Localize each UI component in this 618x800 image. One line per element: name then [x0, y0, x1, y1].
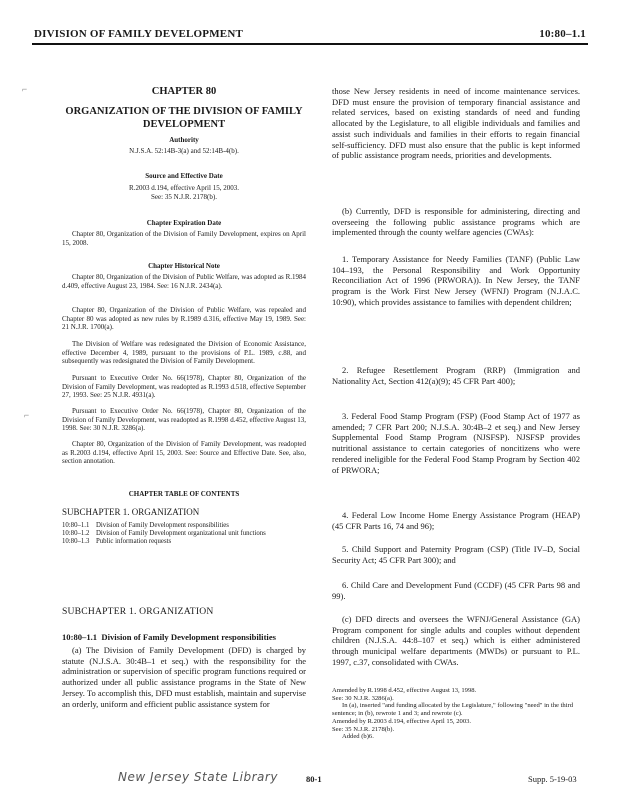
page-number: 80-1	[306, 774, 322, 784]
subchapter-heading: SUBCHAPTER 1. ORGANIZATION	[62, 606, 214, 617]
history-note: Pursuant to Executive Order No. 66(1978), Chapter 80, Organization of the Division of Family Development, was readopted as R.1998 d.452, effective August 13, 1998. See: 30 N.J.R. 3286(a).	[62, 407, 306, 433]
header-section: 10:80–1.1	[539, 28, 586, 40]
toc-list	[62, 522, 306, 547]
paragraph-c: (c) DFD directs and oversees the WFNJ/General Assistance (GA) Program component for single adults and couples without dependent children (N.J.S.A. 44:8–107 et seq.) which is either administered through municipal welfare departments (MWDs) or pursuant to P.L. 1997, c.37, consolidated with CWAs.	[332, 614, 580, 667]
expiration-heading: Chapter Expiration Date	[146, 219, 222, 227]
history-note: Chapter 80, Organization of the Division of Public Welfare, was repealed and Chapter 80 was adopted as new rules by R.1989 d.316, effective May 19, 1989. See: 21 N.J.R. 1700(a).	[62, 306, 306, 332]
header-division: DIVISION OF FAMILY DEVELOPMENT	[34, 28, 244, 40]
program-item: 3. Federal Food Stamp Program (FSP) (Food Stamp Act of 1977 as amended; 7 CFR Part 200; N.J.S.A. 30:4B–2 et seq.) and New Jersey Supplemental Food Stamp Program (NJSFSP). NJSFSP provides nutritional assistance to certain categories of noncitizens who were rendered ineligible for the Federal Food Stamp Program by Section 402 of PRWORA;	[332, 411, 580, 475]
authority-text: N.J.S.A. 52:14B-3(a) and 52:14B-4(b).	[129, 147, 239, 155]
program-item: 6. Child Care and Development Fund (CCDF) (45 CFR Parts 98 and 99).	[332, 580, 580, 601]
program-item: 2. Refugee Resettlement Program (RRP) (Immigration and Nationality Act, Section 412(a)(9); 45 CFR Part 400);	[332, 365, 580, 386]
paragraph-b: (b) Currently, DFD is responsible for administering, directing and overseeing the following public assistance programs which are implemented through the county welfare agencies (CWAs):	[332, 206, 580, 238]
program-item: 5. Child Support and Paternity Program (CSP) (Title IV–D, Social Security Act; 45 CFR Part 300); and	[332, 544, 580, 565]
source-line-1: R.2003 d.194, effective April 15, 2003.	[129, 184, 239, 192]
toc-heading: CHAPTER TABLE OF CONTENTS	[128, 490, 240, 498]
chapter-title: ORGANIZATION OF THE DIVISION OF FAMILY DEVELOPMENT	[65, 106, 303, 130]
margin-mark: ⌐	[24, 410, 30, 420]
source-line-2: See: 35 N.J.R. 2178(b).	[151, 193, 217, 201]
history-note: The Division of Welfare was redesignated the Division of Economic Assistance, effective December 4, 1989, pursuant to the provisions of P.L. 1989, c.88, and subsequently was redesignated the Division of Family Development.	[62, 340, 306, 366]
note-line: Amended by R.1998 d.452, effective August 13, 1998.	[332, 687, 477, 694]
toc-entry-title: Division of Family Development organizational unit functions	[96, 530, 266, 538]
source-heading: Source and Effective Date	[145, 172, 223, 180]
supplement-date: Supp. 5-19-03	[528, 774, 577, 784]
note-line: Added (b)6.	[342, 733, 374, 741]
history-note: Chapter 80, Organization of the Division of Family Development, was readopted as R.2003 d.194, effective April 15, 2003. See: Source and Effective Date. See, also, section annotation.	[62, 440, 306, 466]
amendment-notes	[332, 687, 580, 741]
history-note: Chapter 80, Organization of the Division of Public Welfare, was adopted as R.1984 d.409, effective August 23, 1984. See: 16 N.J.R. 2434(a).	[62, 273, 306, 290]
paragraph-a-continued: those New Jersey residents in need of income maintenance services. DFD must ensure the provision of temporary financial assistance and related services, based on existing standards of need and funding allocated by the Legislature, to all eligible individuals and families and assist such individuals and families in their efforts to regain financial self-sufficiency. DFD must also ensure that the public is kept informed of public assistance program needs, priorities and developments.	[332, 86, 580, 161]
toc-entry-number: 10:80–1.1	[62, 522, 90, 529]
toc-entry-title: Public information requests	[96, 538, 172, 546]
toc-entry-number: 10:80–1.2	[62, 530, 90, 538]
program-item: 1. Temporary Assistance for Needy Families (TANF) (Public Law 104–193, the Personal Responsibility and Work Opportunity Reconciliation Act of 1996 (PRWORA)). In New Jersey, the TANF program is the Work First New Jersey (WFNJ) Program (N.J.A.C. 10:90), which provides assistance to families with dependent children;	[332, 254, 580, 307]
history-note: Pursuant to Executive Order No. 66(1978), Chapter 80, Organization of the Division of Family Development, was readopted as R.1993 d.518, effective September 27, 1993. See: 25 N.J.R. 4931(a).	[62, 374, 306, 400]
expiration-text: Chapter 80, Organization of the Division of Family Development, expires on April 15, 2008.	[62, 230, 306, 247]
toc-entry-title: Division of Family Development responsibilities	[96, 522, 229, 529]
chapter-number: CHAPTER 80	[151, 86, 217, 97]
section-heading	[62, 632, 312, 642]
authority-heading: Authority	[169, 136, 199, 144]
toc-entry-number: 10:80–1.3	[62, 538, 90, 546]
running-header	[32, 27, 588, 45]
toc-subchapter: SUBCHAPTER 1. ORGANIZATION	[62, 507, 200, 517]
paragraph-a: (a) The Division of Family Development (DFD) is charged by statute (N.J.S.A. 30:4B–1 et seq.) with the responsibility for the administration or supervision of specific program functions required or authorized under all public assistance programs in the State of New Jersey. To accomplish this, DFD must establish, maintain and supervise an orderly, uniform and efficient public assistance system for	[62, 645, 306, 709]
toc-entry[interactable]	[62, 538, 306, 546]
note-line: See: 35 N.J.R. 2178(b).	[332, 725, 395, 733]
library-stamp: New Jersey State Library	[118, 770, 278, 784]
section-number: 10:80–1.1	[62, 632, 98, 642]
note-line: In (a), inserted "and funding allocated by the Legislature," following "need" in the third sentence; in (b), rewrote 1 and 3; and rewrote (c).	[332, 702, 574, 718]
note-line: Amended by R.2003 d.194, effective April 15, 2003.	[332, 717, 472, 725]
note-line: See: 30 N.J.R. 3286(a).	[332, 694, 394, 702]
section-title: Division of Family Development responsibilities	[101, 632, 276, 642]
margin-mark: ⌐	[22, 84, 28, 94]
program-item: 4. Federal Low Income Home Energy Assistance Program (HEAP) (45 CFR Parts 16, 74 and 96);	[332, 510, 580, 531]
history-heading: Chapter Historical Note	[148, 262, 220, 270]
toc-entry[interactable]	[62, 522, 306, 530]
toc-entry[interactable]	[62, 530, 306, 538]
